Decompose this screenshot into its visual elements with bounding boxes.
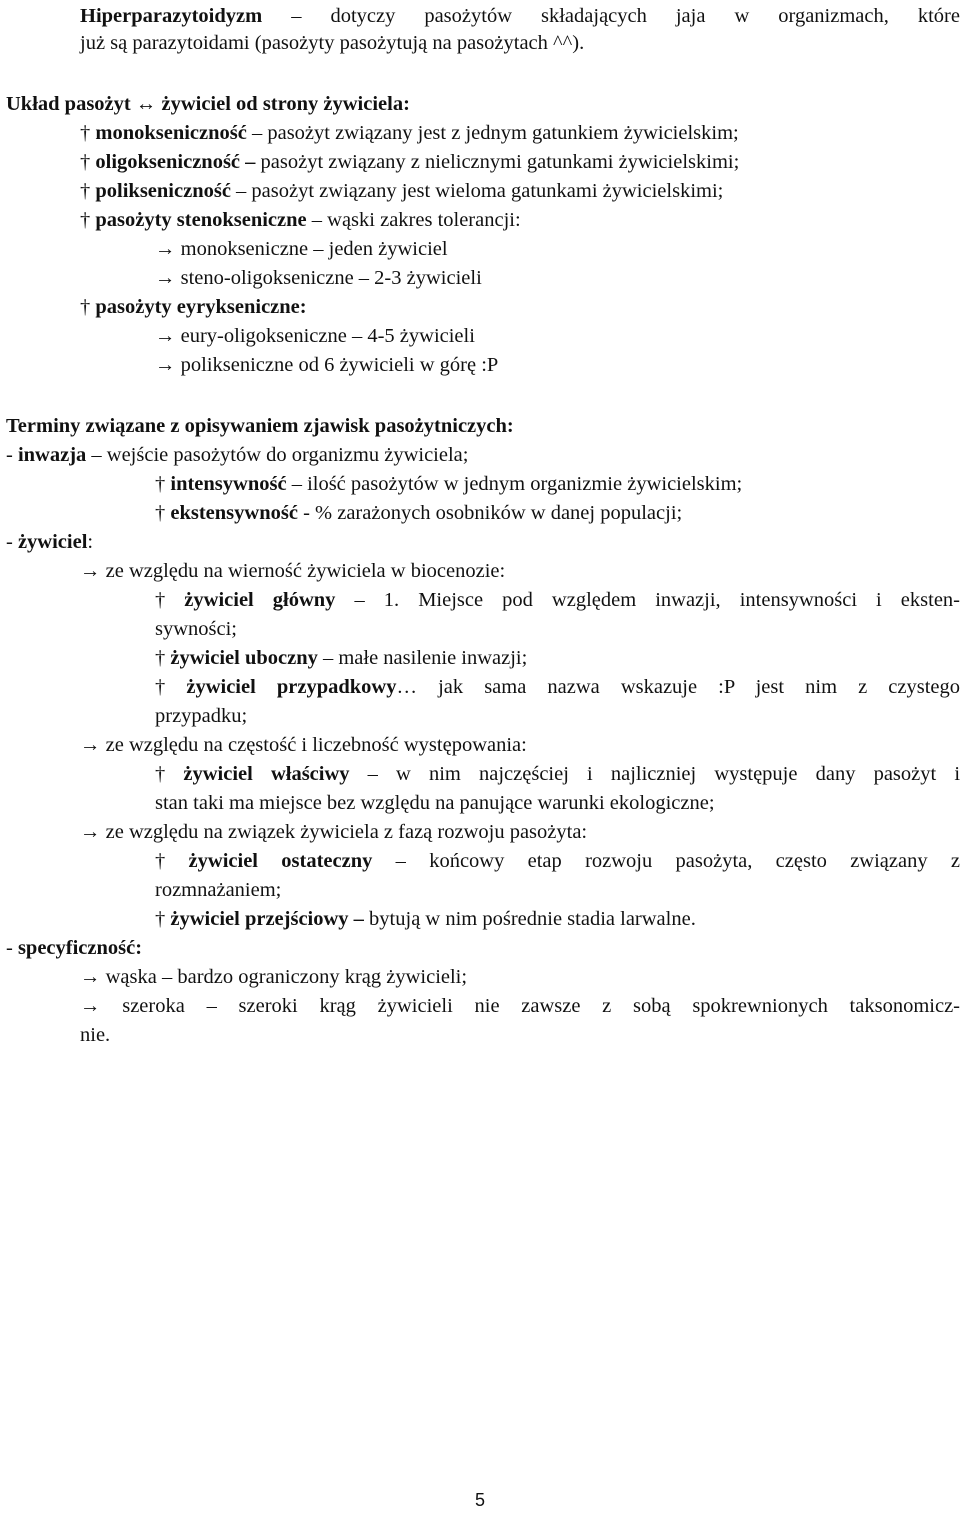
term: żywiciel przejściowy – (170, 908, 364, 930)
dagger-bullet-icon: † (155, 908, 166, 930)
term: oligokseniczność – (95, 151, 256, 173)
line-text: – wąski zakres tolerancji: (306, 209, 521, 231)
line-text: pasożyt związany z nielicznymi gatunkami żywicielskimi; (255, 151, 740, 173)
arrow-bullet-icon: → (80, 966, 101, 988)
term: polikseniczność (95, 180, 231, 202)
line-text: – wejście pasożytów do organizmu żywiciela; (86, 444, 469, 466)
line-text: – pasożyt związany jest wieloma gatunkami żywicielskimi; (230, 180, 724, 202)
dagger-bullet-icon: † (155, 589, 166, 611)
line-text: szeroka – szeroki krąg żywicieli nie zawsze z sobą spokrewnionych taksonomicz- (122, 995, 960, 1017)
dagger-bullet-icon: † (80, 151, 91, 173)
text-line (80, 557, 505, 586)
line-text: – końcowy etap rozwoju pasożyta, często związany z (372, 850, 960, 872)
text-line (155, 876, 281, 905)
term: pasożyty eyrykseniczne: (95, 296, 307, 318)
line-text: – w nim najczęściej i najliczniej występuje dany pasożyt i (349, 763, 960, 785)
arrow-bullet-icon: → (80, 560, 101, 582)
dagger-bullet-icon: † (155, 850, 166, 872)
line-text: eury-oligokseniczne – 4-5 żywicieli (180, 325, 475, 347)
text-line (80, 963, 467, 992)
text-line (80, 119, 739, 148)
text-line (6, 934, 142, 963)
term: intensywność (170, 473, 287, 495)
line-text: rozmnażaniem; (155, 879, 282, 901)
dagger-bullet-icon: † (155, 473, 166, 495)
text-line (155, 322, 475, 351)
line-text: - % zarażonych osobników w danej populacji; (297, 502, 683, 524)
text-line (155, 586, 960, 615)
line-text: wąska – bardzo ograniczony krąg żywicieli; (105, 966, 468, 988)
line-text: – dotyczy pasożytów składających jaja w organizmach, które (262, 5, 960, 27)
term: Hiperparazytoidyzm (80, 5, 263, 27)
line-text: – ilość pasożytów w jednym organizmie żywicielskim; (286, 473, 743, 495)
dagger-bullet-icon: † (80, 209, 91, 231)
text-line (6, 90, 410, 119)
text-line (80, 29, 584, 58)
arrow-bullet-icon: → (155, 238, 176, 260)
text-line (80, 818, 587, 847)
text-line (155, 702, 247, 731)
line-text: – 1. Miejsce pod względem inwazji, intensywności i eksten- (335, 589, 960, 611)
page-number: 5 (474, 1490, 485, 1510)
line-text: nie. (80, 1024, 111, 1046)
line-text: bytują w nim pośrednie stadia larwalne. (363, 908, 696, 930)
term: ekstensywność (170, 502, 298, 524)
dagger-bullet-icon: † (80, 122, 91, 144)
arrow-bullet-icon: → (155, 267, 176, 289)
text-line (80, 2, 960, 31)
term: Terminy związane z opisywaniem zjawisk pasożytniczych: (6, 415, 514, 437)
text-line (155, 789, 715, 818)
line-text: już są parazytoidami (pasożyty pasożytują na pasożytach ^^). (80, 32, 585, 54)
arrow-bullet-icon: → (155, 325, 176, 347)
text-line (155, 615, 237, 644)
text-line (155, 673, 960, 702)
line-text: : (87, 531, 94, 553)
line-text: sywności; (155, 618, 237, 640)
text-line (155, 235, 448, 264)
arrow-bullet-icon: → (80, 821, 101, 843)
line-text: polikseniczne od 6 żywicieli w górę :P (180, 354, 499, 376)
text-line (80, 206, 521, 235)
term: monokseniczność (95, 122, 247, 144)
text-line (155, 760, 960, 789)
text-line (155, 905, 696, 934)
arrow-bullet-icon: → (80, 995, 101, 1017)
term: żywiciel uboczny (170, 647, 318, 669)
text-line (6, 412, 514, 441)
list-prefix: - (6, 937, 18, 959)
list-prefix: - (6, 444, 18, 466)
text-line (80, 731, 527, 760)
list-prefix: - (6, 531, 18, 553)
term: żywiciel właściwy (183, 763, 350, 785)
text-line (80, 148, 739, 177)
line-text: … jak sama nazwa wskazuje :P jest nim z czystego (396, 676, 960, 698)
text-line (80, 293, 307, 322)
dagger-bullet-icon: † (155, 676, 166, 698)
text-line (155, 499, 682, 528)
dagger-bullet-icon: † (80, 296, 91, 318)
line-text: – pasożyt związany jest z jednym gatunkiem żywicielskim; (246, 122, 739, 144)
term: Układ pasożyt ↔ żywiciel od strony żywiciela: (6, 93, 410, 115)
term: specyficzność: (17, 937, 143, 959)
dagger-bullet-icon: † (155, 647, 166, 669)
text-line (155, 847, 960, 876)
dagger-bullet-icon: † (155, 763, 166, 785)
text-line (80, 992, 960, 1021)
line-text: ze względu na częstość i liczebność występowania: (105, 734, 527, 756)
dagger-bullet-icon: † (155, 502, 166, 524)
line-text: – małe nasilenie inwazji; (317, 647, 528, 669)
line-text: ze względu na wierność żywiciela w biocenozie: (105, 560, 506, 582)
text-line (80, 1021, 110, 1050)
line-text: ze względu na związek żywiciela z fazą rozwoju pasożyta: (105, 821, 588, 843)
term: pasożyty stenokseniczne (95, 209, 307, 231)
text-line (155, 264, 482, 293)
term: żywiciel przypadkowy (186, 676, 397, 698)
text-line (155, 470, 742, 499)
arrow-bullet-icon: → (155, 354, 176, 376)
text-line (6, 528, 93, 557)
arrow-bullet-icon: → (80, 734, 101, 756)
line-text: monokseniczne – jeden żywiciel (180, 238, 448, 260)
dagger-bullet-icon: † (80, 180, 91, 202)
line-text: steno-oligokseniczne – 2-3 żywicieli (180, 267, 482, 289)
line-text: stan taki ma miejsce bez względu na panujące warunki ekologiczne; (155, 792, 715, 814)
text-line (155, 351, 498, 380)
term: żywiciel ostateczny (188, 850, 373, 872)
term: żywiciel główny (184, 589, 336, 611)
text-line (80, 177, 723, 206)
term: żywiciel (17, 531, 88, 553)
term: inwazja (17, 444, 87, 466)
text-line (155, 644, 527, 673)
line-text: przypadku; (155, 705, 248, 727)
text-line (6, 441, 468, 470)
